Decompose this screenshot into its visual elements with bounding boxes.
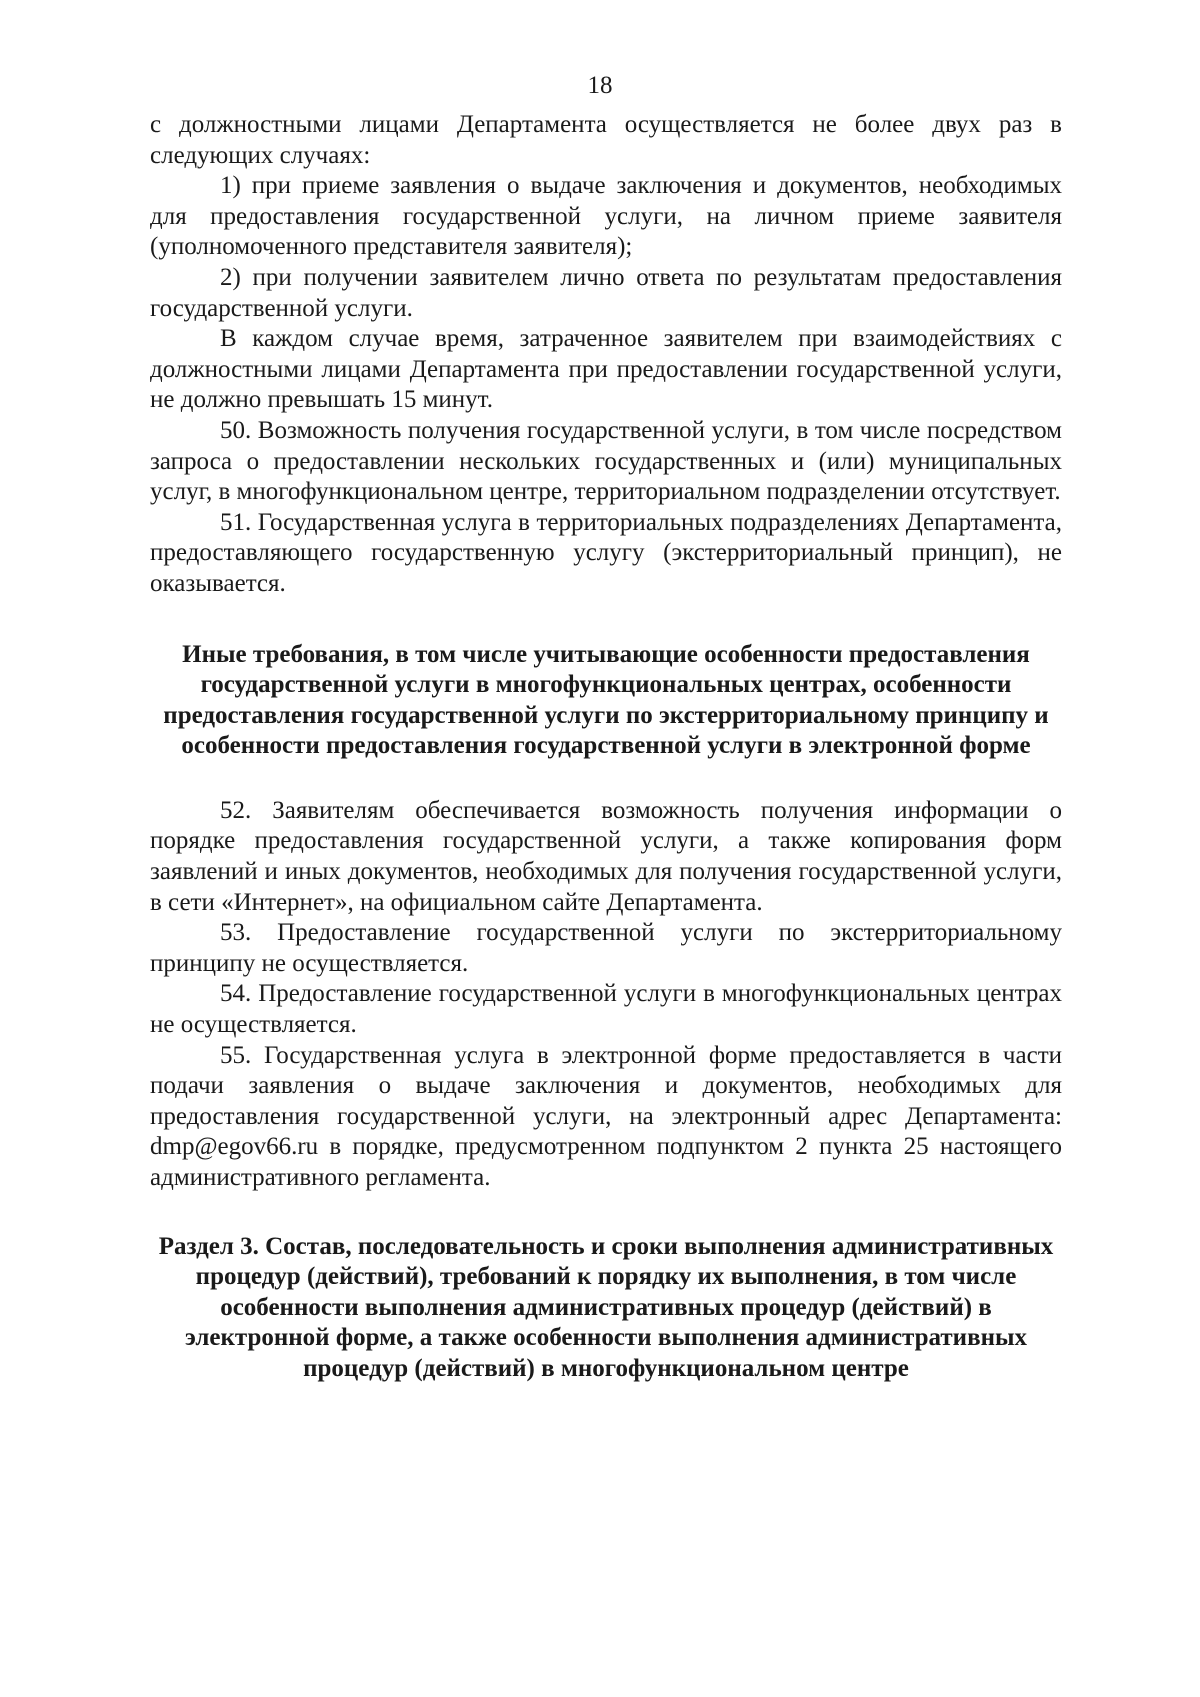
paragraph-51: 51. Государственная услуга в территориальных подразделениях Департамента, предоставляющего государственную услугу (экстерриториальный принцип), не оказывается.	[150, 508, 1062, 597]
paragraph-54: 54. Предоставление государственной услуги в многофункциональных центрах не осуществляется.	[150, 980, 1062, 1039]
paragraph-item-1: 1) при приеме заявления о выдаче заключения и документов, необходимых для предоставления государственной услуги, на личном приеме заявителя (уполномоченного представителя заявителя);	[150, 172, 1062, 261]
paragraph-continuation: с должностными лицами Департамента осуществляется не более двух раз в следующих случаях:	[150, 111, 1062, 169]
paragraph-item-2: 2) при получении заявителем лично ответа по результатам предоставления государственной услуги.	[150, 263, 1062, 322]
paragraph-55: 55. Государственная услуга в электронной форме предоставляется в части подачи заявления о выдаче заключения и документов, необходимых для предоставления государственной услуги, на электронный адрес Департамента: dmp@egov66.ru в порядке, предусмотренном подпунктом 2 пункта 25 настоящего административного регламента.	[150, 1041, 1062, 1191]
paragraph-53: 53. Предоставление государственной услуги по экстерриториальному принципу не осуществляется.	[150, 919, 1062, 977]
paragraph-time-limit: В каждом случае время, затраченное заявителем при взаимодействиях с должностными лицами Департамента при предоставлении государственной услуги, не должно превышать 15 минут.	[150, 325, 1062, 414]
paragraph-52: 52. Заявителям обеспечивается возможность получения информации о порядке предоставления государственной услуги, а также копирования форм заявлений и иных документов, необходимых для получения государственной услуги, в сети «Интернет», на официальном сайте Департамента.	[150, 796, 1062, 916]
document-body	[150, 110, 1062, 1385]
section-heading-other-requirements: Иные требования, в том числе учитывающие особенности предоставления государственной услуги в многофункциональных центрах, особенности предоставления государственной услуги по экстерриториальному принципу и особенности предоставления государственной услуги в электронной форме	[163, 640, 1049, 760]
paragraph-50: 50. Возможность получения государственной услуги, в том числе посредством запроса о предоставлении нескольких государственных и (или) муниципальных услуг, в многофункциональном центре, территориальном подразделении отсутствует.	[150, 416, 1062, 506]
page-number: 18	[587, 72, 613, 99]
section-heading-part-3: Раздел 3. Состав, последовательность и сроки выполнения административных процедур (действий), требований к порядку их выполнения, в том числе особенности выполнения административных процедур (действий) в электронной форме, а также особенности выполнения административных процедур (действий) в многофункциональном центре	[158, 1232, 1054, 1382]
